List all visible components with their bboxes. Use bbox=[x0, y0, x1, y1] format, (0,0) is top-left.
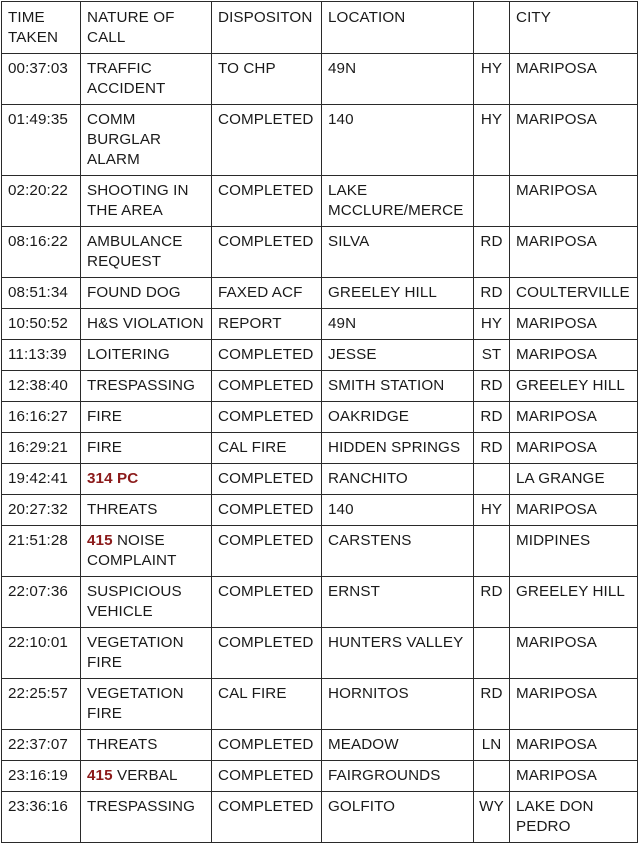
table-row bbox=[2, 495, 638, 526]
table-row bbox=[2, 792, 638, 843]
table-row bbox=[2, 371, 638, 402]
table-row bbox=[2, 730, 638, 761]
cell-city: GREELEY HILL bbox=[510, 371, 638, 402]
nature-text: LOITERING bbox=[87, 346, 170, 363]
cell-time: 23:16:19 bbox=[2, 761, 81, 792]
cell-suffix: HY bbox=[474, 495, 510, 526]
cell-time: 10:50:52 bbox=[2, 309, 81, 340]
cell-location: 140 bbox=[322, 105, 474, 176]
table-row bbox=[2, 54, 638, 105]
cell-nature bbox=[81, 105, 212, 176]
cell-time: 16:16:27 bbox=[2, 402, 81, 433]
cell-suffix: RD bbox=[474, 433, 510, 464]
cell-nature bbox=[81, 278, 212, 309]
nature-text: TRESPASSING bbox=[87, 377, 195, 394]
cell-city: MARIPOSA bbox=[510, 402, 638, 433]
cell-disposition: REPORT bbox=[212, 309, 322, 340]
cell-nature bbox=[81, 227, 212, 278]
table-row bbox=[2, 278, 638, 309]
cell-city: MARIPOSA bbox=[510, 679, 638, 730]
cell-time: 22:10:01 bbox=[2, 628, 81, 679]
table-row bbox=[2, 577, 638, 628]
cell-location: FAIRGROUNDS bbox=[322, 761, 474, 792]
cell-location: MEADOW bbox=[322, 730, 474, 761]
cell-suffix: RD bbox=[474, 577, 510, 628]
cell-time: 08:16:22 bbox=[2, 227, 81, 278]
cell-nature bbox=[81, 433, 212, 464]
cell-location: 140 bbox=[322, 495, 474, 526]
nature-text: THREATS bbox=[87, 501, 158, 518]
cell-time: 23:36:16 bbox=[2, 792, 81, 843]
nature-text: AMBULANCE REQUEST bbox=[87, 233, 183, 270]
cell-nature bbox=[81, 309, 212, 340]
table-row bbox=[2, 176, 638, 227]
table-row bbox=[2, 340, 638, 371]
cell-disposition: COMPLETED bbox=[212, 495, 322, 526]
cell-time: 20:27:32 bbox=[2, 495, 81, 526]
cell-suffix: LN bbox=[474, 730, 510, 761]
cell-time: 12:38:40 bbox=[2, 371, 81, 402]
cell-nature bbox=[81, 371, 212, 402]
header-city: CITY bbox=[510, 2, 638, 54]
cell-city: LA GRANGE bbox=[510, 464, 638, 495]
cell-disposition: COMPLETED bbox=[212, 577, 322, 628]
cell-suffix: WY bbox=[474, 792, 510, 843]
table-row bbox=[2, 526, 638, 577]
nature-text: FIRE bbox=[87, 408, 122, 425]
cell-nature bbox=[81, 402, 212, 433]
cell-location: HORNITOS bbox=[322, 679, 474, 730]
cell-time: 00:37:03 bbox=[2, 54, 81, 105]
cell-disposition: COMPLETED bbox=[212, 761, 322, 792]
cell-time: 02:20:22 bbox=[2, 176, 81, 227]
cell-disposition: COMPLETED bbox=[212, 464, 322, 495]
cell-disposition: COMPLETED bbox=[212, 176, 322, 227]
cell-city: MARIPOSA bbox=[510, 54, 638, 105]
cell-disposition: FAXED ACF bbox=[212, 278, 322, 309]
header-suffix bbox=[474, 2, 510, 54]
table-row bbox=[2, 761, 638, 792]
cell-disposition: TO CHP bbox=[212, 54, 322, 105]
cell-disposition: COMPLETED bbox=[212, 526, 322, 577]
table-row bbox=[2, 628, 638, 679]
cell-nature bbox=[81, 730, 212, 761]
cell-location: GREELEY HILL bbox=[322, 278, 474, 309]
call-log-table bbox=[1, 1, 638, 843]
cell-location: HIDDEN SPRINGS bbox=[322, 433, 474, 464]
cell-city: MARIPOSA bbox=[510, 628, 638, 679]
nature-text: VEGETATION FIRE bbox=[87, 634, 184, 671]
cell-location: JESSE bbox=[322, 340, 474, 371]
nature-text: SHOOTING IN THE AREA bbox=[87, 182, 189, 219]
cell-time: 11:13:39 bbox=[2, 340, 81, 371]
cell-nature bbox=[81, 464, 212, 495]
cell-city: GREELEY HILL bbox=[510, 577, 638, 628]
cell-time: 22:37:07 bbox=[2, 730, 81, 761]
cell-suffix: RD bbox=[474, 278, 510, 309]
cell-disposition: COMPLETED bbox=[212, 792, 322, 843]
table-row bbox=[2, 464, 638, 495]
cell-city: MARIPOSA bbox=[510, 105, 638, 176]
cell-suffix bbox=[474, 464, 510, 495]
nature-text: TRESPASSING bbox=[87, 798, 195, 815]
cell-city: MARIPOSA bbox=[510, 176, 638, 227]
cell-nature bbox=[81, 792, 212, 843]
nature-text: FIRE bbox=[87, 439, 122, 456]
cell-disposition: COMPLETED bbox=[212, 227, 322, 278]
cell-nature bbox=[81, 526, 212, 577]
cell-location: OAKRIDGE bbox=[322, 402, 474, 433]
cell-suffix: RD bbox=[474, 402, 510, 433]
cell-city: MIDPINES bbox=[510, 526, 638, 577]
table-row bbox=[2, 227, 638, 278]
cell-time: 22:07:36 bbox=[2, 577, 81, 628]
header-time: TIME TAKEN bbox=[2, 2, 81, 54]
cell-city: COULTERVILLE bbox=[510, 278, 638, 309]
cell-nature bbox=[81, 761, 212, 792]
cell-city: MARIPOSA bbox=[510, 309, 638, 340]
cell-location: SMITH STATION bbox=[322, 371, 474, 402]
cell-city: LAKE DON PEDRO bbox=[510, 792, 638, 843]
table-row bbox=[2, 433, 638, 464]
cell-disposition: COMPLETED bbox=[212, 371, 322, 402]
cell-city: MARIPOSA bbox=[510, 227, 638, 278]
cell-nature bbox=[81, 495, 212, 526]
cell-suffix: RD bbox=[474, 371, 510, 402]
cell-time: 01:49:35 bbox=[2, 105, 81, 176]
table-row bbox=[2, 402, 638, 433]
cell-nature bbox=[81, 577, 212, 628]
cell-location: RANCHITO bbox=[322, 464, 474, 495]
nature-text: THREATS bbox=[87, 736, 158, 753]
nature-text: NOISE COMPLAINT bbox=[87, 532, 177, 569]
cell-disposition: CAL FIRE bbox=[212, 433, 322, 464]
cell-nature bbox=[81, 628, 212, 679]
cell-time: 19:42:41 bbox=[2, 464, 81, 495]
cell-location: GOLFITO bbox=[322, 792, 474, 843]
cell-disposition: COMPLETED bbox=[212, 105, 322, 176]
cell-location: 49N bbox=[322, 309, 474, 340]
penal-code: 415 bbox=[87, 532, 113, 549]
cell-suffix bbox=[474, 176, 510, 227]
nature-text: COMM BURGLAR ALARM bbox=[87, 111, 162, 168]
cell-disposition: CAL FIRE bbox=[212, 679, 322, 730]
header-disposition: DISPOSITON bbox=[212, 2, 322, 54]
cell-nature bbox=[81, 54, 212, 105]
nature-text: H&S VIOLATION bbox=[87, 315, 204, 332]
cell-suffix: HY bbox=[474, 105, 510, 176]
cell-location: LAKE MCCLURE/MERCE bbox=[322, 176, 474, 227]
cell-suffix: ST bbox=[474, 340, 510, 371]
cell-suffix: RD bbox=[474, 679, 510, 730]
penal-code: 314 PC bbox=[87, 470, 139, 487]
nature-text: SUSPICIOUS VEHICLE bbox=[87, 583, 182, 620]
table-row bbox=[2, 309, 638, 340]
cell-suffix bbox=[474, 628, 510, 679]
cell-location: CARSTENS bbox=[322, 526, 474, 577]
cell-nature bbox=[81, 340, 212, 371]
cell-location: ERNST bbox=[322, 577, 474, 628]
header-location: LOCATION bbox=[322, 2, 474, 54]
table-body bbox=[2, 54, 638, 843]
table-row bbox=[2, 679, 638, 730]
cell-city: MARIPOSA bbox=[510, 730, 638, 761]
header-nature: NATURE OF CALL bbox=[81, 2, 212, 54]
cell-nature bbox=[81, 679, 212, 730]
cell-suffix bbox=[474, 526, 510, 577]
cell-time: 21:51:28 bbox=[2, 526, 81, 577]
header-row bbox=[2, 2, 638, 54]
cell-city: MARIPOSA bbox=[510, 761, 638, 792]
cell-city: MARIPOSA bbox=[510, 433, 638, 464]
cell-city: MARIPOSA bbox=[510, 495, 638, 526]
penal-code: 415 bbox=[87, 767, 113, 784]
cell-nature bbox=[81, 176, 212, 227]
cell-disposition: COMPLETED bbox=[212, 340, 322, 371]
cell-suffix: RD bbox=[474, 227, 510, 278]
table-row bbox=[2, 105, 638, 176]
nature-text: VERBAL bbox=[116, 767, 178, 784]
cell-city: MARIPOSA bbox=[510, 340, 638, 371]
cell-disposition: COMPLETED bbox=[212, 730, 322, 761]
cell-suffix: HY bbox=[474, 54, 510, 105]
nature-text: FOUND DOG bbox=[87, 284, 181, 301]
cell-disposition: COMPLETED bbox=[212, 628, 322, 679]
cell-time: 08:51:34 bbox=[2, 278, 81, 309]
cell-location: SILVA bbox=[322, 227, 474, 278]
nature-text: TRAFFIC ACCIDENT bbox=[87, 60, 166, 97]
cell-location: 49N bbox=[322, 54, 474, 105]
nature-text: VEGETATION FIRE bbox=[87, 685, 184, 722]
cell-disposition: COMPLETED bbox=[212, 402, 322, 433]
cell-time: 22:25:57 bbox=[2, 679, 81, 730]
cell-time: 16:29:21 bbox=[2, 433, 81, 464]
cell-location: HUNTERS VALLEY bbox=[322, 628, 474, 679]
cell-suffix bbox=[474, 761, 510, 792]
cell-suffix: HY bbox=[474, 309, 510, 340]
